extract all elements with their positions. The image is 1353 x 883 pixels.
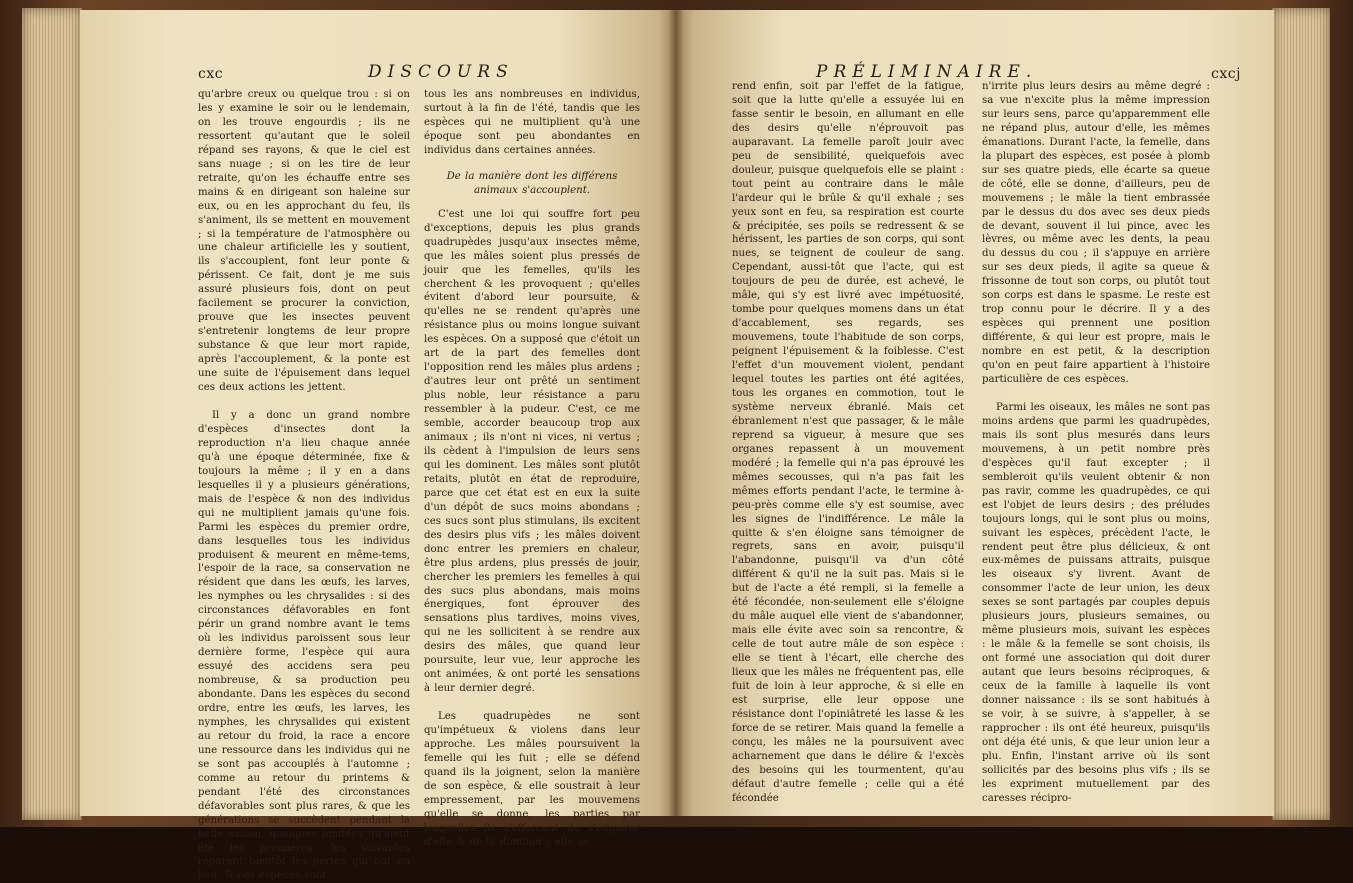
right-running-title: PRÉLIMINAIRE.	[816, 62, 1038, 82]
right-column-1	[732, 80, 964, 813]
paragraph: rend enfin, soit par l'effet de la fatigue, soit que la lutte qu'elle a essuyée lui en fasse sentir le besoin, en allumant en elle des desirs qu'elle n'éprouvoit pas auparavant. La femelle paroît jouir avec peu de sensibilité, quelquefois avec douleur, puisque quelquefois elle se plaint : tout peint au contraire dans le mâle l'ardeur qui le brûle & qu'il exhale ; ses yeux sont en feu, sa respiration est courte & précipitée, ses poils se redressent & se hérissent, les parties de son corps, qui sont nues, se teignent de couleur de sang. Cependant, aussi-tôt que l'acte, qui est toujours de peu de durée, est achevé, le mâle, qui s'y est livré avec impétuosité, tombe pour quelques momens dans un état d'accablement, ses regards, ses mouvemens, toute l'habitude de son corps, peignent l'épuisement & la foiblesse. C'est l'effet d'un mouvement violent, pendant lequel toutes les parties ont été agitées, tous les organes en commotion, tout le système nerveux ébranlé. Mais cet ébranlement n'est que passager, & le mâle reprend sa vigueur, à mesure que ses organes repassent à un mouvement modéré ; la femelle qui n'a pas éprouvé les mêmes secousses, qui n'a pas fait les mêmes efforts pendant l'acte, le termine à-peu-près comme elle s'y est soumise, avec les signes de l'indifférence. Le mâle la quitte & s'en éloigne sans témoigner de regrets, sans en avoir, puisqu'il l'abandonne, puisqu'il va d'un côté différent & qu'il ne la suit pas. Mais si le but de l'acte a été rempli, si la femelle a été fécondée, non-seulement elle s'éloigne du mâle auquel elle vient de s'abandonner, mais elle évite avec soin sa rencontre, & celle de tout autre mâle de son espèce : elle se tient à l'écart, elle cherche des lieux que les mâles ne fréquentent pas, elle fuit de loin à leur approche, & si elle en est surprise, elle leur oppose une résistance dont l'opiniâtreté les lasse & les force de se retirer. Mais quand la femelle a conçu, les mâles ne la poursuivent avec acharnement que dans le délire & l'excès des besoins qui les tourmentent, qu'au défaut d'autre femelle ; celle qui a été fécondée	[732, 81, 964, 804]
left-column-2	[424, 88, 640, 848]
section-heading: De la manière dont les différens animaux s'accouplent.	[446, 170, 618, 196]
left-page	[80, 10, 676, 882]
paragraph: tous les ans nombreuses en individus, surtout à la fin de l'été, tandis que les espèces qui ne multiplient qu'à une époque sont peu abondantes en individus dans certaines années.	[424, 89, 640, 156]
paragraph: C'est une loi qui souffre fort peu d'exceptions, depuis les plus grands quadrupèdes jusqu'aux insectes même, que les mâles soient plus pressés de jouir que les femelles, qu'ils les cherchent & les provoquent ; qu'elles évitent d'abord leur poursuite, & qu'elles ne se rendent qu'après une résistance plus ou moins longue suivant les espèces. On a supposé que c'étoit un art de la part des femelles dont l'opposition rend les mâles plus ardens ; d'autres leur ont prêté un sentiment plus noble, leur résistance a paru ressembler à la pudeur. C'est, ce me semble, accorder beaucoup trop aux animaux ; ils n'ont ni vices, ni vertus ; ils cèdent à l'impulsion de leurs sens qui les dominent. Les mâles sont plutôt retaits, plutôt en état de reproduire, parce que cet état est en eux la suite d'un dépôt de sucs moins abondans ; ces sucs sont plus stimulans, ils excitent des desirs plus vifs ; les mâles doivent donc entrer les premiers en chaleur, être plus ardens, plus pressés de jouir, chercher les premiers les femelles à qui des sucs plus abondans, mais moins énergiques, font éprouver des sensations plus tardives, moins vives, qui ne les sollicitent à se rendre aux desirs des mâles, que quand leur poursuite, leur vue, leur approche les ont animées, & ont porté les sensations à leur dernier degré.	[424, 208, 640, 695]
page-edges-right	[1272, 8, 1330, 820]
paragraph: Parmi les oiseaux, les mâles ne sont pas moins ardens que parmi les quadrupèdes, mais ils sont plus mesurés dans leurs mouvemens, à un petit nombre près d'espèces qu'il faut excepter ; il sembleroit qu'ils veulent obtenir & non pas ravir, comme les quadrupèdes, ce qui est l'objet de leurs desirs ; des préludes toujours longs, qui le sont plus ou moins, suivant les espèces, précèdent l'acte, le rendent peut être plus délicieux, & ont eux-mêmes de puissans attraits, puisque les oiseaux s'y livrent. Avant de consommer l'acte de leur union, les deux sexes se sont partagés par couples depuis plusieurs jours, plusieurs semaines, ou même plusieurs mois, suivant les espèces : le mâle & la femelle se sont choisis, ils ont formé une association qui doit durer autant que leurs besoins réciproques, & ceux de la famille à laquelle ils vont donner naissance : ils se sont habitués à se voir, à se suivre, à s'appeller, à se rapprocher : ils ont été heureux, puisqu'ils ont déja été unis, & que leur union leur a plu. Enfin, l'instant arrive où ils sont sollicités par des besoins plus vifs ; ils se les expriment mutuellement par des caresses récipro-	[982, 401, 1210, 804]
paragraph: Il y a donc un grand nombre d'espèces d'insectes dont la reproduction n'a lieu chaque année qu'à une époque déterminée, fixe & toujours la même ; il y en a dans lesquelles il y a plusieurs générations, mais de l'espèce & non des individus qui ne multiplient jamais qu'une fois. Parmi les espèces du premier ordre, dans lesquelles tous les individus produisent & meurent en même-tems, l'espoir de la race, sa conservation ne résident que dans les œufs, les larves, les nymphes ou les chrysalides : si des circonstances défavorables en font périr un grand nombre avant le tems où les individus paroissent sous leur dernière forme, l'espèce qui aura essuyé des accidens sera peu nombreuse, & sa production peu abondante. Dans les espèces du second ordre, entre les œufs, les larves, les nymphes, les chrysalides qui existent au retour du froid, la race a encore une ressource dans les individus qui ne se sont pas accouplés à l'automne ; comme au retour du printems & pendant l'été des circonstances défavorables sont plus rares, & que les générations se succèdent pendant la belle saison, quelques limitées qu'aient été les premières, les suivantes réparent bientôt les pertes qui ont eu lieu, & ces espèces sont	[198, 409, 410, 882]
paragraph: Les quadrupèdes ne sont qu'impétueux & violens dans leur approche. Les mâles poursuivent la femelle qui les fuit ; elle se défend quand ils la joignent, selon la manière de son espèce, & elle soustrait à leur empressement, par les mouvemens qu'elle se donne, les parties par lesquelles ils s'efforcent de s'emparer d'elle & de la dominer ; elle se	[424, 711, 640, 848]
book-gutter	[668, 10, 684, 816]
left-running-title: DISCOURS	[368, 62, 514, 82]
page-edges-left	[22, 8, 82, 820]
left-page-number: cxc	[198, 66, 224, 82]
left-column-1	[198, 88, 410, 882]
right-page-number: cxcj	[1211, 66, 1241, 82]
left-running-head	[80, 62, 676, 88]
paragraph: qu'arbre creux ou quelque trou : si on les y examine le soir ou le lendemain, on les trouve engourdis ; ils ne ressortent qu'autant que le soleil répand ses rayons, & que le ciel est sans nuage ; si on les tire de leur retraite, qu'on les échauffe entre ses mains & en dirigeant son haleine sur eux, ou en les approchant du feu, ils s'animent, ils se mettent en mouvement ; si la température de l'atmosphère ou une chaleur artificielle les y soutient, ils s'accouplent, font leur ponte & périssent. Ce fait, dont je me suis assuré plusieurs fois, dont on peut facilement se procurer la conviction, prouve que les insectes peuvent s'entretenir longtems de leur propre substance & que leur mort rapide, après l'accouplement, & la ponte est une suite de l'épuisement dans lequel ces deux actions les jettent.	[198, 89, 410, 394]
right-column-2	[982, 80, 1210, 813]
paragraph: n'irrite plus leurs desirs au même degré : sa vue n'excite plus la même impression sur leurs sens, parce qu'apparemment elle ne répand plus, autour d'elle, les mêmes émanations. Durant l'acte, la femelle, dans la plupart des espèces, est posée à plomb sur ses quatre pieds, elle écarte sa queue de côté, elle se donne, d'ailleurs, peu de mouvemens ; le mâle la tient embrassée par le dessus du dos avec ses deux pieds de devant, souvent il lui pince, avec les lèvres, ou même avec les dents, la peau du dessus du cou ; il s'appuye en arrière sur ses deux pieds, il agite sa queue & frissonne de tout son corps, ou plutôt tout son corps est dans le spasme. Le reste est trop connu pour le décrire. Il y a des espèces qui prennent une position différente, & qui leur est propre, mais le nombre en est petit, & la description qu'on en peut faire appartient à l'histoire particulière de ces espèces.	[982, 81, 1210, 386]
right-page	[676, 10, 1274, 816]
